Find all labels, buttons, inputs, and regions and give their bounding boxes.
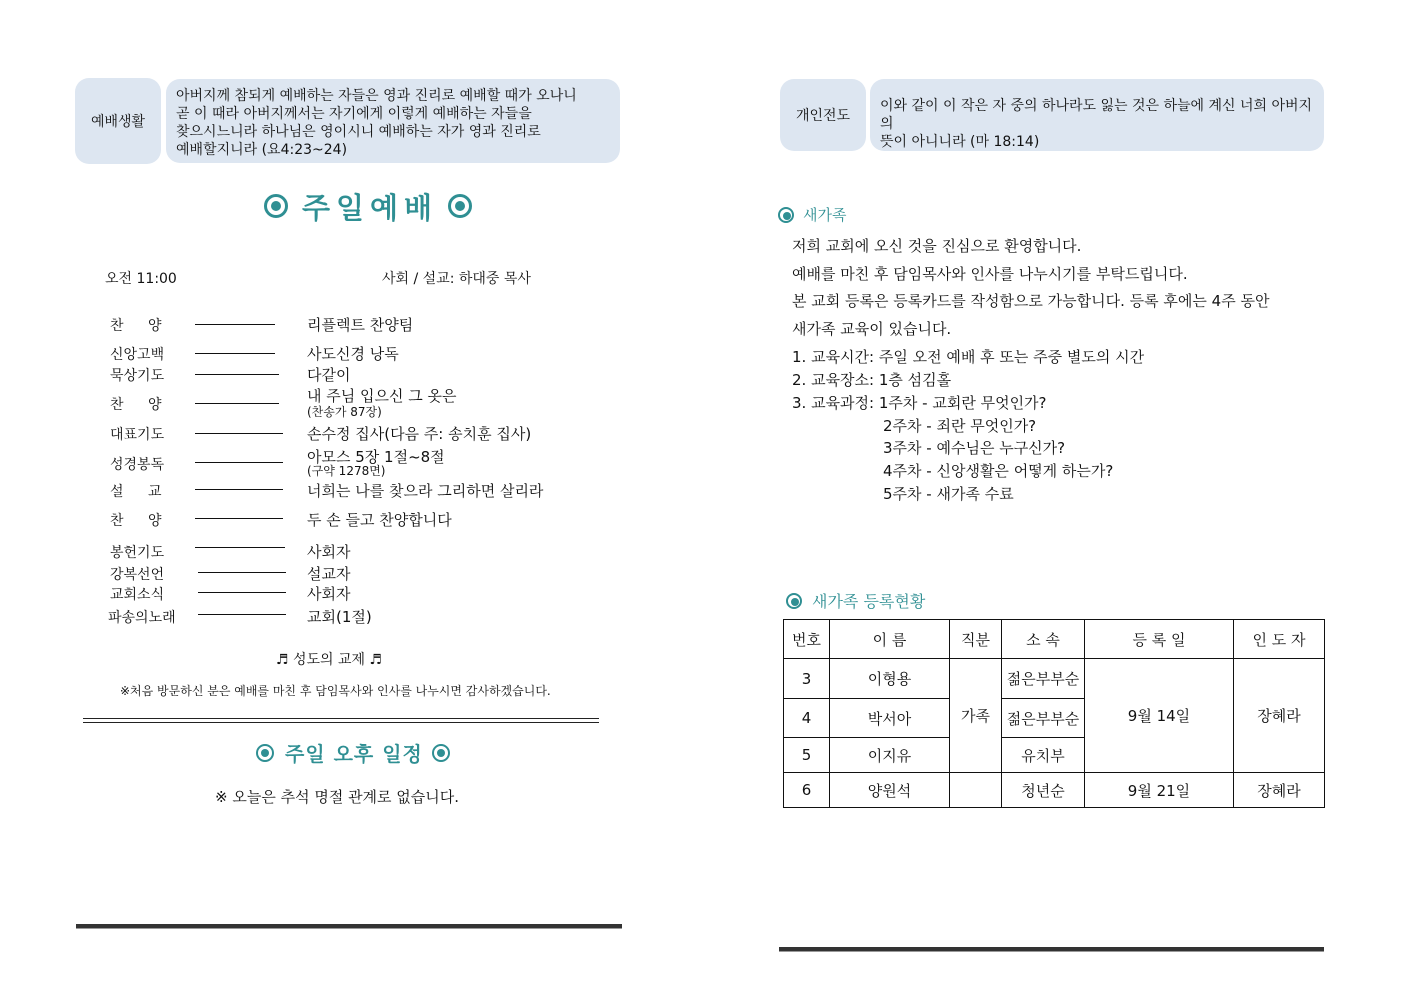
edu-value: 주일 오전 예배 후 또는 주중 별도의 시간 bbox=[878, 348, 1145, 366]
edu-time-row bbox=[792, 346, 1144, 367]
table-row bbox=[784, 773, 1325, 808]
order-label: 설 교 bbox=[110, 484, 172, 500]
order-divider bbox=[195, 353, 275, 354]
column-header: 직분 bbox=[950, 620, 1002, 659]
circle-bullet-icon bbox=[448, 194, 472, 218]
order-value: 손수정 집사(다음 주: 송치훈 집사) bbox=[307, 425, 532, 443]
cell-dept: 청년순 bbox=[1002, 773, 1085, 808]
cell-number: 3 bbox=[784, 659, 830, 699]
evangelism-verse-box bbox=[870, 79, 1324, 151]
service-leader: 사회 / 설교: 하대중 목사 bbox=[382, 271, 531, 287]
worship-verse-line: 찾으시느니라 하나님은 영이시니 예배하는 자가 영과 진리로 bbox=[176, 124, 541, 140]
column-header: 인 도 자 bbox=[1234, 620, 1325, 659]
order-divider bbox=[195, 547, 285, 548]
page-footer-rule bbox=[779, 947, 1324, 952]
circle-bullet-icon bbox=[264, 194, 288, 218]
column-header: 소 속 bbox=[1002, 620, 1085, 659]
order-value: 두 손 들고 찬양합니다 bbox=[307, 511, 452, 529]
order-value: 사회자 bbox=[307, 543, 351, 561]
order-divider bbox=[195, 518, 283, 519]
course-item: 5주차 - 새가족 수료 bbox=[883, 485, 1014, 503]
cell-number: 6 bbox=[784, 773, 830, 808]
order-value: 아모스 5장 1절~8절 bbox=[307, 448, 445, 466]
order-label: 강복선언 bbox=[110, 567, 165, 583]
edu-label: 1. 교육시간: bbox=[792, 348, 875, 366]
cell-name: 이지유 bbox=[830, 738, 950, 773]
order-divider bbox=[198, 614, 286, 615]
cell-number: 4 bbox=[784, 699, 830, 738]
order-value: 내 주님 입으신 그 옷은 bbox=[307, 387, 457, 405]
edu-course-row bbox=[792, 392, 1047, 413]
order-divider bbox=[195, 489, 283, 490]
evangelism-tag-label: 개인전도 bbox=[795, 108, 851, 124]
column-header: 등 록 일 bbox=[1085, 620, 1234, 659]
order-label: 찬 양 bbox=[110, 397, 172, 413]
edu-label: 2. 교육장소: bbox=[792, 371, 875, 389]
sunday-worship-heading bbox=[264, 186, 474, 226]
order-subnote: (찬송가 87장) bbox=[307, 405, 382, 419]
visitor-note: ※처음 방문하신 분은 예배를 마친 후 담임목사와 인사를 나누시면 감사하겠습니다. bbox=[120, 684, 551, 698]
cell-dept: 젊은부부순 bbox=[1002, 659, 1085, 699]
column-header: 이 름 bbox=[830, 620, 950, 659]
table-row bbox=[784, 659, 1325, 699]
page-title: 주일예배 bbox=[302, 190, 439, 225]
evangelism-verse-line: 이와 같이 이 작은 자 중의 하나라도 잃는 것은 하늘에 계신 너희 아버지의 bbox=[880, 98, 1313, 132]
worship-life-tag bbox=[75, 78, 161, 164]
evangelism-verse-line: 뜻이 아니니라 (마 18:14) bbox=[880, 134, 1040, 150]
order-divider bbox=[195, 403, 279, 404]
afternoon-heading bbox=[256, 738, 450, 767]
newfamily-line: 저희 교회에 오신 것을 진심으로 환영합니다. bbox=[792, 237, 1082, 255]
course-item: 3주차 - 예수님은 누구신가? bbox=[883, 439, 1066, 457]
order-value: 다같이 bbox=[307, 366, 351, 384]
table-header-row bbox=[784, 620, 1325, 659]
order-label: 신앙고백 bbox=[110, 347, 165, 363]
edu-label: 3. 교육과정: bbox=[792, 394, 875, 412]
fellowship-heading: ♬ 성도의 교제 ♬ bbox=[276, 652, 383, 668]
edu-value: 1층 섬김홀 bbox=[878, 371, 952, 389]
edu-value: 1주차 - 교회란 무엇인가? bbox=[878, 394, 1047, 412]
order-value: 설교자 bbox=[307, 565, 351, 583]
cell-name: 이형용 bbox=[830, 659, 950, 699]
newfamily-line: 본 교회 등록은 등록카드를 작성함으로 가능합니다. 등록 후에는 4주 동안 bbox=[792, 292, 1270, 310]
cell-role bbox=[950, 773, 1002, 808]
order-label: 대표기도 bbox=[110, 427, 165, 443]
afternoon-title: 주일 오후 일정 bbox=[285, 742, 423, 766]
circle-bullet-icon bbox=[786, 593, 802, 609]
double-divider bbox=[83, 718, 599, 723]
order-label: 봉헌기도 bbox=[110, 545, 165, 561]
page-footer-rule bbox=[76, 924, 622, 929]
order-divider bbox=[195, 374, 279, 375]
cell-name: 양원석 bbox=[830, 773, 950, 808]
worship-verse-box bbox=[166, 79, 620, 163]
cell-date: 9월 14일 bbox=[1085, 659, 1234, 773]
order-divider bbox=[198, 572, 286, 573]
order-divider bbox=[195, 324, 275, 325]
service-time: 오전 11:00 bbox=[105, 271, 177, 287]
order-subnote: (구약 1278면) bbox=[307, 464, 386, 478]
order-value: 사도신경 낭독 bbox=[307, 345, 399, 363]
order-value: 교회(1절) bbox=[307, 608, 372, 626]
order-value: 리플렉트 찬양팀 bbox=[307, 316, 414, 334]
cell-guide: 장혜라 bbox=[1234, 773, 1325, 808]
order-divider bbox=[195, 462, 283, 463]
circle-bullet-icon bbox=[778, 207, 794, 223]
cell-guide: 장혜라 bbox=[1234, 659, 1325, 773]
newfamily-line: 예배를 마친 후 담임목사와 인사를 나누시기를 부탁드립니다. bbox=[792, 265, 1188, 283]
registration-title: 새가족 등록현황 bbox=[812, 592, 926, 611]
afternoon-note: ※ 오늘은 추석 명절 관계로 없습니다. bbox=[215, 788, 460, 806]
cell-number: 5 bbox=[784, 738, 830, 773]
order-label: 찬 양 bbox=[110, 513, 172, 529]
order-label: 파송의노래 bbox=[108, 610, 176, 626]
newfamily-heading bbox=[778, 204, 846, 225]
column-header: 번호 bbox=[784, 620, 830, 659]
cell-name: 박서아 bbox=[830, 699, 950, 738]
newfamily-title: 새가족 bbox=[803, 206, 847, 224]
worship-life-tag-label: 예배생활 bbox=[90, 114, 146, 130]
order-divider bbox=[198, 592, 286, 593]
circle-bullet-icon bbox=[432, 744, 450, 762]
registration-heading bbox=[786, 589, 925, 612]
worship-verse-line: 예배할지니라 (요4:23~24) bbox=[176, 142, 348, 158]
cell-date: 9월 21일 bbox=[1085, 773, 1234, 808]
cell-dept: 유치부 bbox=[1002, 738, 1085, 773]
cell-role: 가족 bbox=[950, 659, 1002, 773]
circle-bullet-icon bbox=[256, 744, 274, 762]
cell-dept: 젊은부부순 bbox=[1002, 699, 1085, 738]
order-label: 찬 양 bbox=[110, 318, 172, 334]
order-label: 묵상기도 bbox=[110, 368, 165, 384]
course-item: 2주차 - 죄란 무엇인가? bbox=[883, 417, 1037, 435]
order-value: 사회자 bbox=[307, 585, 351, 603]
registration-table bbox=[783, 619, 1325, 808]
newfamily-line: 새가족 교육이 있습니다. bbox=[792, 320, 952, 338]
order-value: 너희는 나를 찾으라 그리하면 살리라 bbox=[307, 482, 544, 500]
order-label: 성경봉독 bbox=[110, 457, 165, 473]
worship-verse-line: 곧 이 때라 아버지께서는 자기에게 이렇게 예배하는 자들을 bbox=[176, 106, 532, 122]
order-label: 교회소식 bbox=[110, 587, 165, 603]
order-divider bbox=[195, 433, 283, 434]
evangelism-tag bbox=[780, 79, 866, 151]
edu-place-row bbox=[792, 369, 951, 390]
worship-verse-line: 아버지께 참되게 예배하는 자들은 영과 진리로 예배할 때가 오나니 bbox=[176, 88, 577, 104]
course-item: 4주차 - 신앙생활은 어떻게 하는가? bbox=[883, 462, 1114, 480]
